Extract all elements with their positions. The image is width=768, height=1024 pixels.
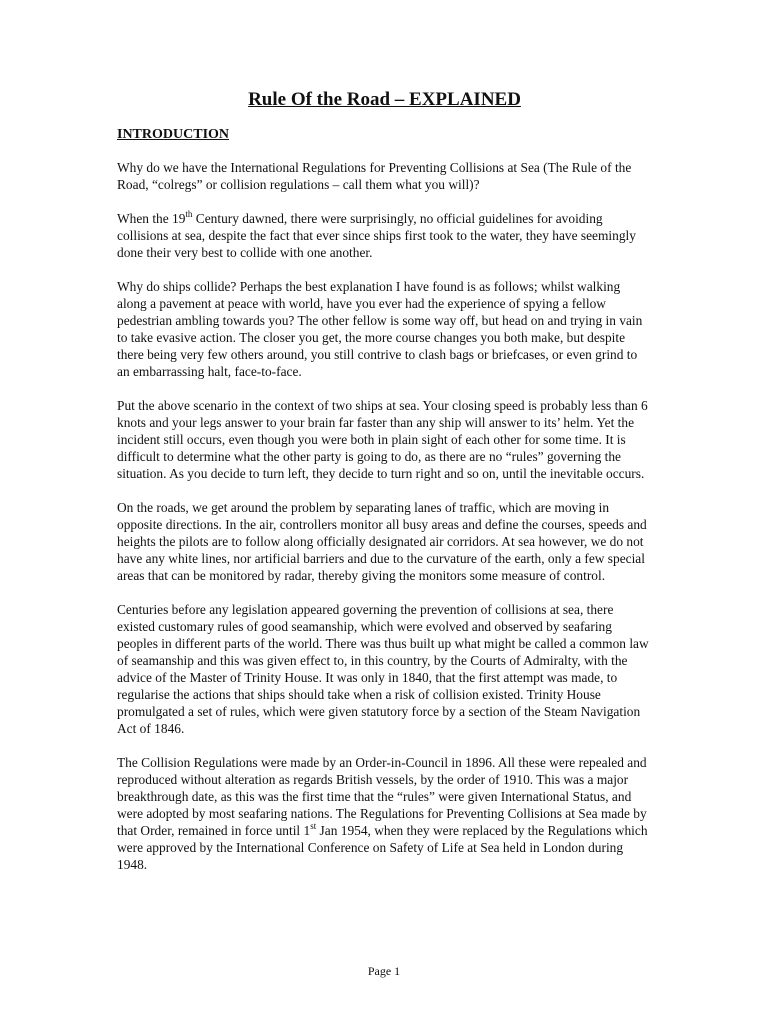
document-body — [117, 88, 652, 890]
page-number: Page 1 — [367, 964, 401, 978]
paragraph-2 — [117, 210, 652, 261]
section-heading-introduction: INTRODUCTION — [117, 127, 230, 142]
paragraph-4: Put the above scenario in the context of two ships at sea. Your closing speed is probably less than 6 knots and your legs answer to your brain far faster than any ship will answer to its’ helm. Yet the incident still occurs, even though you were both in plain sight of each other for some time. It is difficult to determine what the other party is going to do, as there are no “rules” governing the situation. As you decide to turn left, they decide to turn right and so on, until the inevitable occurs. — [117, 398, 648, 481]
paragraph-5: On the roads, we get around the problem by separating lanes of traffic, which are moving in opposite directions. In the air, controllers monitor all busy areas and define the courses, speeds and heights the pilots are to follow along officially designated air corridors. At sea however, we do not have any white lines, nor artificial barriers and due to the curvature of the earth, only a few special areas that can be monitored by radar, thereby giving the monitors some measure of control. — [117, 500, 647, 583]
paragraph-7-text-a: The Collision Regulations were made by an Order-in-Council in 1896. All these were repealed and reproduced without alteration as regards British vessels, by the order of 1910. This was a major breakthrough date, as this was the first time that the “rules” were given International Status, and were adopted by most seafaring nations. The Regulations for Preventing Collisions at Sea made by that Order, remained in force until 1 — [117, 755, 647, 838]
paragraph-3: Why do ships collide? Perhaps the best explanation I have found is as follows; whilst walking along a pavement at peace with world, have you ever had the experience of spying a fellow pedestrian ambling towards you? The other fellow is some way off, but head on and trying in vain to take evasive action. The closer you get, the more course changes you both make, but despite there being very few others around, you still contrive to clash bags or briefcases, or even grind to an embarrassing halt, face-to-face. — [117, 279, 643, 379]
paragraph-6: Centuries before any legislation appeared governing the prevention of collisions at sea, there existed customary rules of good seamanship, which were evolved and observed by seafaring peoples in different parts of the world. There was thus built up what might be called a common law of seamanship and this was given effect to, in this country, by the Courts of Admiralty, with the advice of the Master of Trinity House. It was only in 1840, that the first attempt was made, to regularise the actions that ships should take when a risk of collision existed. Trinity House promulgated a set of rules, which were given statutory force by a section of the Steam Navigation Act of 1846. — [117, 602, 649, 736]
paragraph-7-text-b: Jan 1954, when they were replaced by the Regulations which were approved by the International Conference on Safety of Life at Sea held in London during 1948. — [117, 823, 648, 872]
paragraph-2-text-b: Century dawned, there were surprisingly, no official guidelines for avoiding collisions at sea, despite the fact that ever since ships first took to the water, they have seemingly done their very best to collide with one another. — [117, 211, 636, 260]
paragraph-2-text-a: When the 19 — [117, 211, 186, 226]
paragraph-2-superscript: th — [185, 208, 193, 219]
paragraph-7-superscript: st — [310, 820, 317, 831]
document-title: Rule Of the Road – EXPLAINED — [248, 89, 521, 110]
paragraph-1: Why do we have the International Regulations for Preventing Collisions at Sea (The Rule of the Road, “colregs” or collision regulations – call them what you will)? — [117, 160, 632, 192]
paragraph-7 — [117, 754, 652, 873]
